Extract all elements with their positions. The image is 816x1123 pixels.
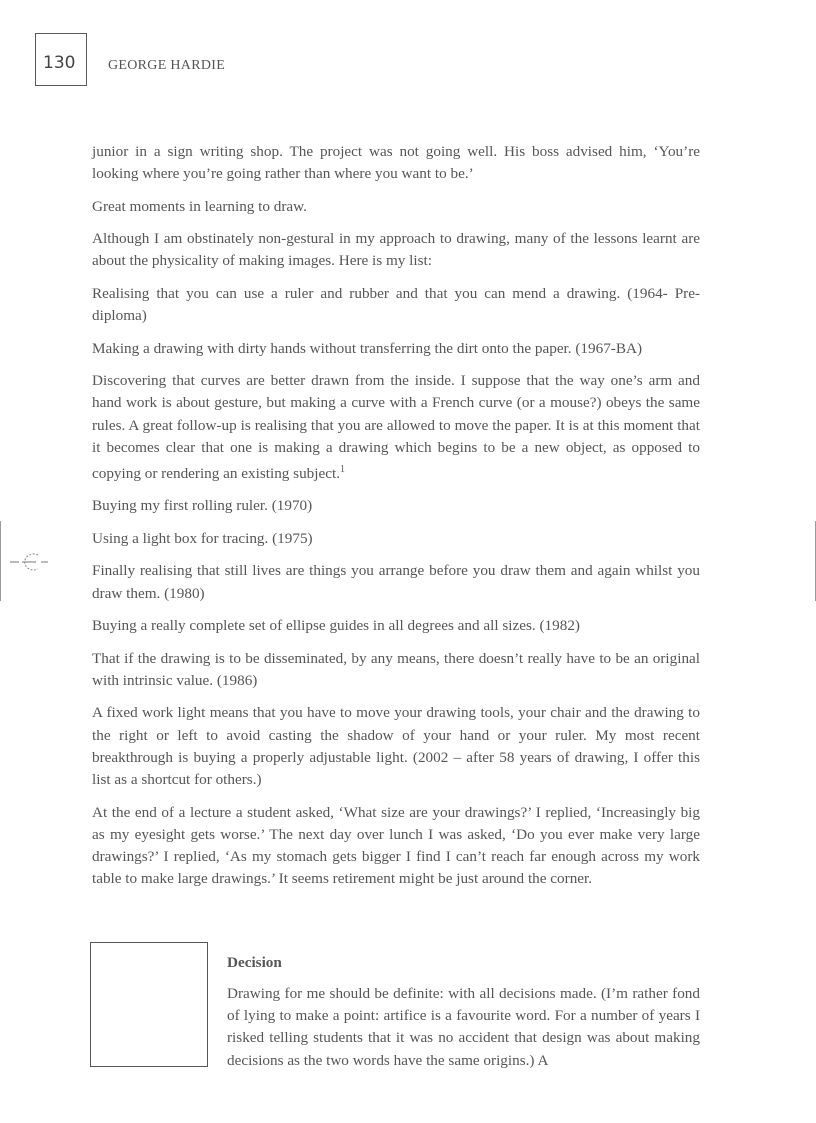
- footnote-marker[interactable]: 1: [340, 463, 345, 475]
- paragraph: Realising that you can use a ruler and rubber and that you can mend a drawing. (1964- Pre-diploma): [92, 284, 700, 325]
- paragraph: Finally realising that still lives are things you arrange before you draw them and again whilst you draw them. (1980): [92, 562, 700, 602]
- section-text: Drawing for me should be definite: with all decisions made. (I’m rather fond of lying to make a point: artifice is a favourite word. For a number of years I risked telling students that it was no accident that design was about making decisions as the two words have the same origins.) A: [227, 985, 700, 1069]
- paragraph: junior in a sign writing shop. The project was not going well. His boss advised him, ‘You’re looking where you’re going rather than where you want to be.’: [92, 143, 700, 183]
- main-text: [92, 141, 700, 901]
- paragraph-text: Discovering that curves are better drawn from the inside. I suppose that the way one’s arm and hand work is about gesture, but making a curve with a French curve (or a mouse?) obeys the same rules. A great follow-up is realising that you are allowed to move the paper. It is at this moment that it becomes clear that one is making a drawing which begins to be a new object, as opposed to copying or rendering an existing subject.: [92, 372, 700, 482]
- paragraph: Although I am obstinately non-gestural in my approach to drawing, many of the lessons learnt are about the physicality of making images. Here is my list:: [92, 230, 700, 270]
- page-number: 130: [43, 53, 76, 73]
- left-margin-rule: [0, 521, 1, 601]
- page-number-box: [35, 33, 87, 86]
- decision-section: [227, 952, 700, 1072]
- paragraph: A fixed work light means that you have to move your drawing tools, your chair and the drawing to the right or left to avoid casting the shadow of your hand or your ruler. My most recent breakthrough is buying a properly adjustable light. (2002 – after 58 years of drawing, I offer this list as a shortcut for others.): [92, 704, 700, 788]
- section-heading: Decision: [227, 954, 282, 971]
- paragraph: Great moments in learning to draw.: [92, 197, 307, 215]
- image-placeholder-frame: [90, 942, 208, 1067]
- running-head: GEORGE HARDIE: [108, 58, 226, 73]
- registration-mark-icon: [10, 551, 48, 573]
- paragraph: Making a drawing with dirty hands without transferring the dirt onto the paper. (1967-BA): [92, 339, 643, 357]
- paragraph: Buying a really complete set of ellipse guides in all degrees and all sizes. (1982): [92, 617, 580, 635]
- paragraph-with-footnote: [92, 370, 700, 485]
- paragraph: Using a light box for tracing. (1975): [92, 529, 313, 547]
- paragraph: That if the drawing is to be disseminated, by any means, there doesn’t really have to be an original with intrinsic value. (1986): [92, 649, 700, 689]
- paragraph: At the end of a lecture a student asked, ‘What size are your drawings?’ I replied, ‘Increasingly big as my eyesight gets worse.’ The next day over lunch I was asked, ‘Do you ever make very large drawings?’ I replied, ‘As my stomach gets bigger I find I can’t reach far enough across my work table to make large drawings.’ It seems retirement might be just around the corner.: [92, 803, 700, 888]
- paragraph: Buying my first rolling ruler. (1970): [92, 497, 313, 515]
